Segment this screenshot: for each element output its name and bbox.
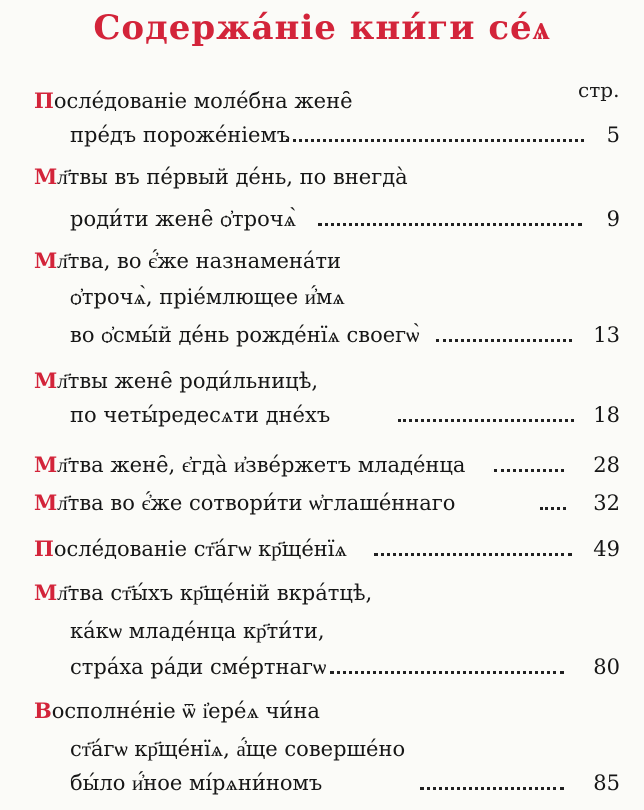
entry-6-title-start: [34, 486, 455, 520]
toc-entry-4-line-2: [0, 398, 644, 432]
entry-3-title-start: [34, 244, 341, 278]
entry-6-dot-leader: [540, 507, 566, 510]
entry-8-title-start: [34, 576, 372, 610]
entry-5-title-rest: л҃тва жене̑, є҆гда̀ и҆зве́ржетъ младе́нца: [57, 453, 466, 477]
entry-8-dot-leader: [330, 671, 564, 674]
toc-entry-8-line-1: [0, 576, 644, 610]
toc-entry-6-line-1: [0, 486, 644, 520]
entry-2-title-rest: л҃твы въ пе́рвый де́нь, по внегда̀: [57, 165, 408, 189]
toc-entry-3-line-2: [0, 280, 644, 314]
entry-1-red-initial: П: [34, 88, 54, 113]
entry-9-title-start: [34, 694, 320, 728]
entry-8-page-number: 80: [593, 655, 620, 679]
entry-3-title-continuation-2: во ѻ҆смы́й де́нь рожде́нїѧ своегѡ̀: [70, 323, 420, 347]
entry-7-title-start: [34, 532, 347, 566]
entry-2-title-start: [34, 160, 408, 194]
toc-entry-8-line-2: [0, 614, 644, 648]
entry-7-red-initial: П: [34, 536, 54, 561]
entry-6-red-initial: М: [34, 490, 58, 515]
entry-1-title-rest: осле́дованіе моле́бна жене̑: [53, 89, 353, 113]
page-title: Содержа́ніе кни́ги се́ѧ: [93, 8, 551, 48]
toc-entry-9-line-2: [0, 732, 644, 766]
entry-8-title-rest: л҃тва ст҃ы́хъ кр҃ще́ній вкра́тцѣ,: [57, 581, 373, 605]
entry-3-title-continuation-1: ѻ҆трочѧ̀, пріе́млющее и҆́мѧ: [70, 285, 345, 309]
entry-9-title-continuation-2: бы́ло и҆́ное мі́рѧни́номъ: [70, 771, 323, 795]
toc-entry-8-line-3: [0, 650, 644, 684]
entry-2-title-continuation: роди́ти жене̑ ѻ҆трочѧ̀: [70, 207, 297, 231]
entry-4-title-continuation: по четы́редесѧти дне́хъ: [70, 403, 331, 427]
entry-5-red-initial: М: [34, 452, 58, 477]
entry-7-dot-leader: [374, 553, 572, 556]
entry-9-red-initial: В: [34, 698, 52, 723]
toc-entry-4-line-1: [0, 364, 644, 398]
entry-4-title-start: [34, 364, 318, 398]
toc-entry-1-line-1: [0, 84, 644, 118]
entry-3-red-initial: М: [34, 248, 58, 273]
entry-4-page-number: 18: [593, 403, 620, 427]
entry-2-red-initial: М: [34, 164, 58, 189]
entry-8-title-continuation-2: стра́ха ра́ди сме́ртнагѡ: [70, 655, 327, 679]
page-column-label: стр.: [578, 78, 620, 102]
entry-3-dot-leader: [436, 339, 572, 342]
entry-1-page-number: 5: [606, 123, 620, 147]
toc-entry-5-line-1: [0, 448, 644, 482]
toc-entry-9-line-3: [0, 766, 644, 800]
entry-7-page-number: 49: [593, 537, 620, 561]
toc-entry-7-line-1: [0, 532, 644, 566]
entry-5-title-start: [34, 448, 465, 482]
entry-2-page-number: 9: [606, 207, 620, 231]
entry-4-dot-leader: [398, 419, 574, 422]
toc-entry-9-line-1: [0, 694, 644, 728]
toc-entry-3-line-1: [0, 244, 644, 278]
toc-entry-2-line-1: [0, 160, 644, 194]
toc-entry-1-line-2: [0, 118, 644, 152]
entry-6-page-number: 32: [593, 491, 620, 515]
entry-5-page-number: 28: [593, 453, 620, 477]
entry-1-title-continuation: пре́дъ пороже́ніемъ: [70, 123, 291, 147]
entry-8-red-initial: М: [34, 580, 58, 605]
entry-8-title-continuation-1: ка́кѡ младе́нца кр҃ти́ти,: [70, 619, 325, 643]
toc-entry-3-line-3: [0, 318, 644, 352]
entry-1-dot-leader: [286, 139, 584, 142]
entry-9-dot-leader: [420, 787, 564, 790]
entry-2-dot-leader: [318, 223, 582, 226]
toc-entry-2-line-2: [0, 202, 644, 236]
entry-9-title-rest: осполне́ніе ѿ і҆ере́ѧ чи́на: [51, 699, 320, 723]
entry-4-red-initial: М: [34, 368, 58, 393]
entry-3-page-number: 13: [593, 323, 620, 347]
entry-1-title-start: [34, 84, 353, 118]
entry-7-title-rest: осле́дованіе ст҃а́гѡ кр҃ще́нїѧ: [53, 537, 347, 561]
entry-9-title-continuation-1: ст҃а́гѡ кр҃ще́нїѧ, а҆́ще соверше́но: [70, 737, 406, 761]
entry-3-title-rest: л҃тва, во є҆́же назнамена́ти: [57, 249, 341, 273]
entry-9-page-number: 85: [593, 771, 620, 795]
entry-5-dot-leader: [494, 469, 564, 472]
entry-4-title-rest: л҃твы жене̑ роди́льницѣ,: [57, 369, 319, 393]
entry-6-title-rest: л҃тва во є҆́же сотвори́ти ѡ҆глаше́ннаго: [57, 491, 456, 515]
